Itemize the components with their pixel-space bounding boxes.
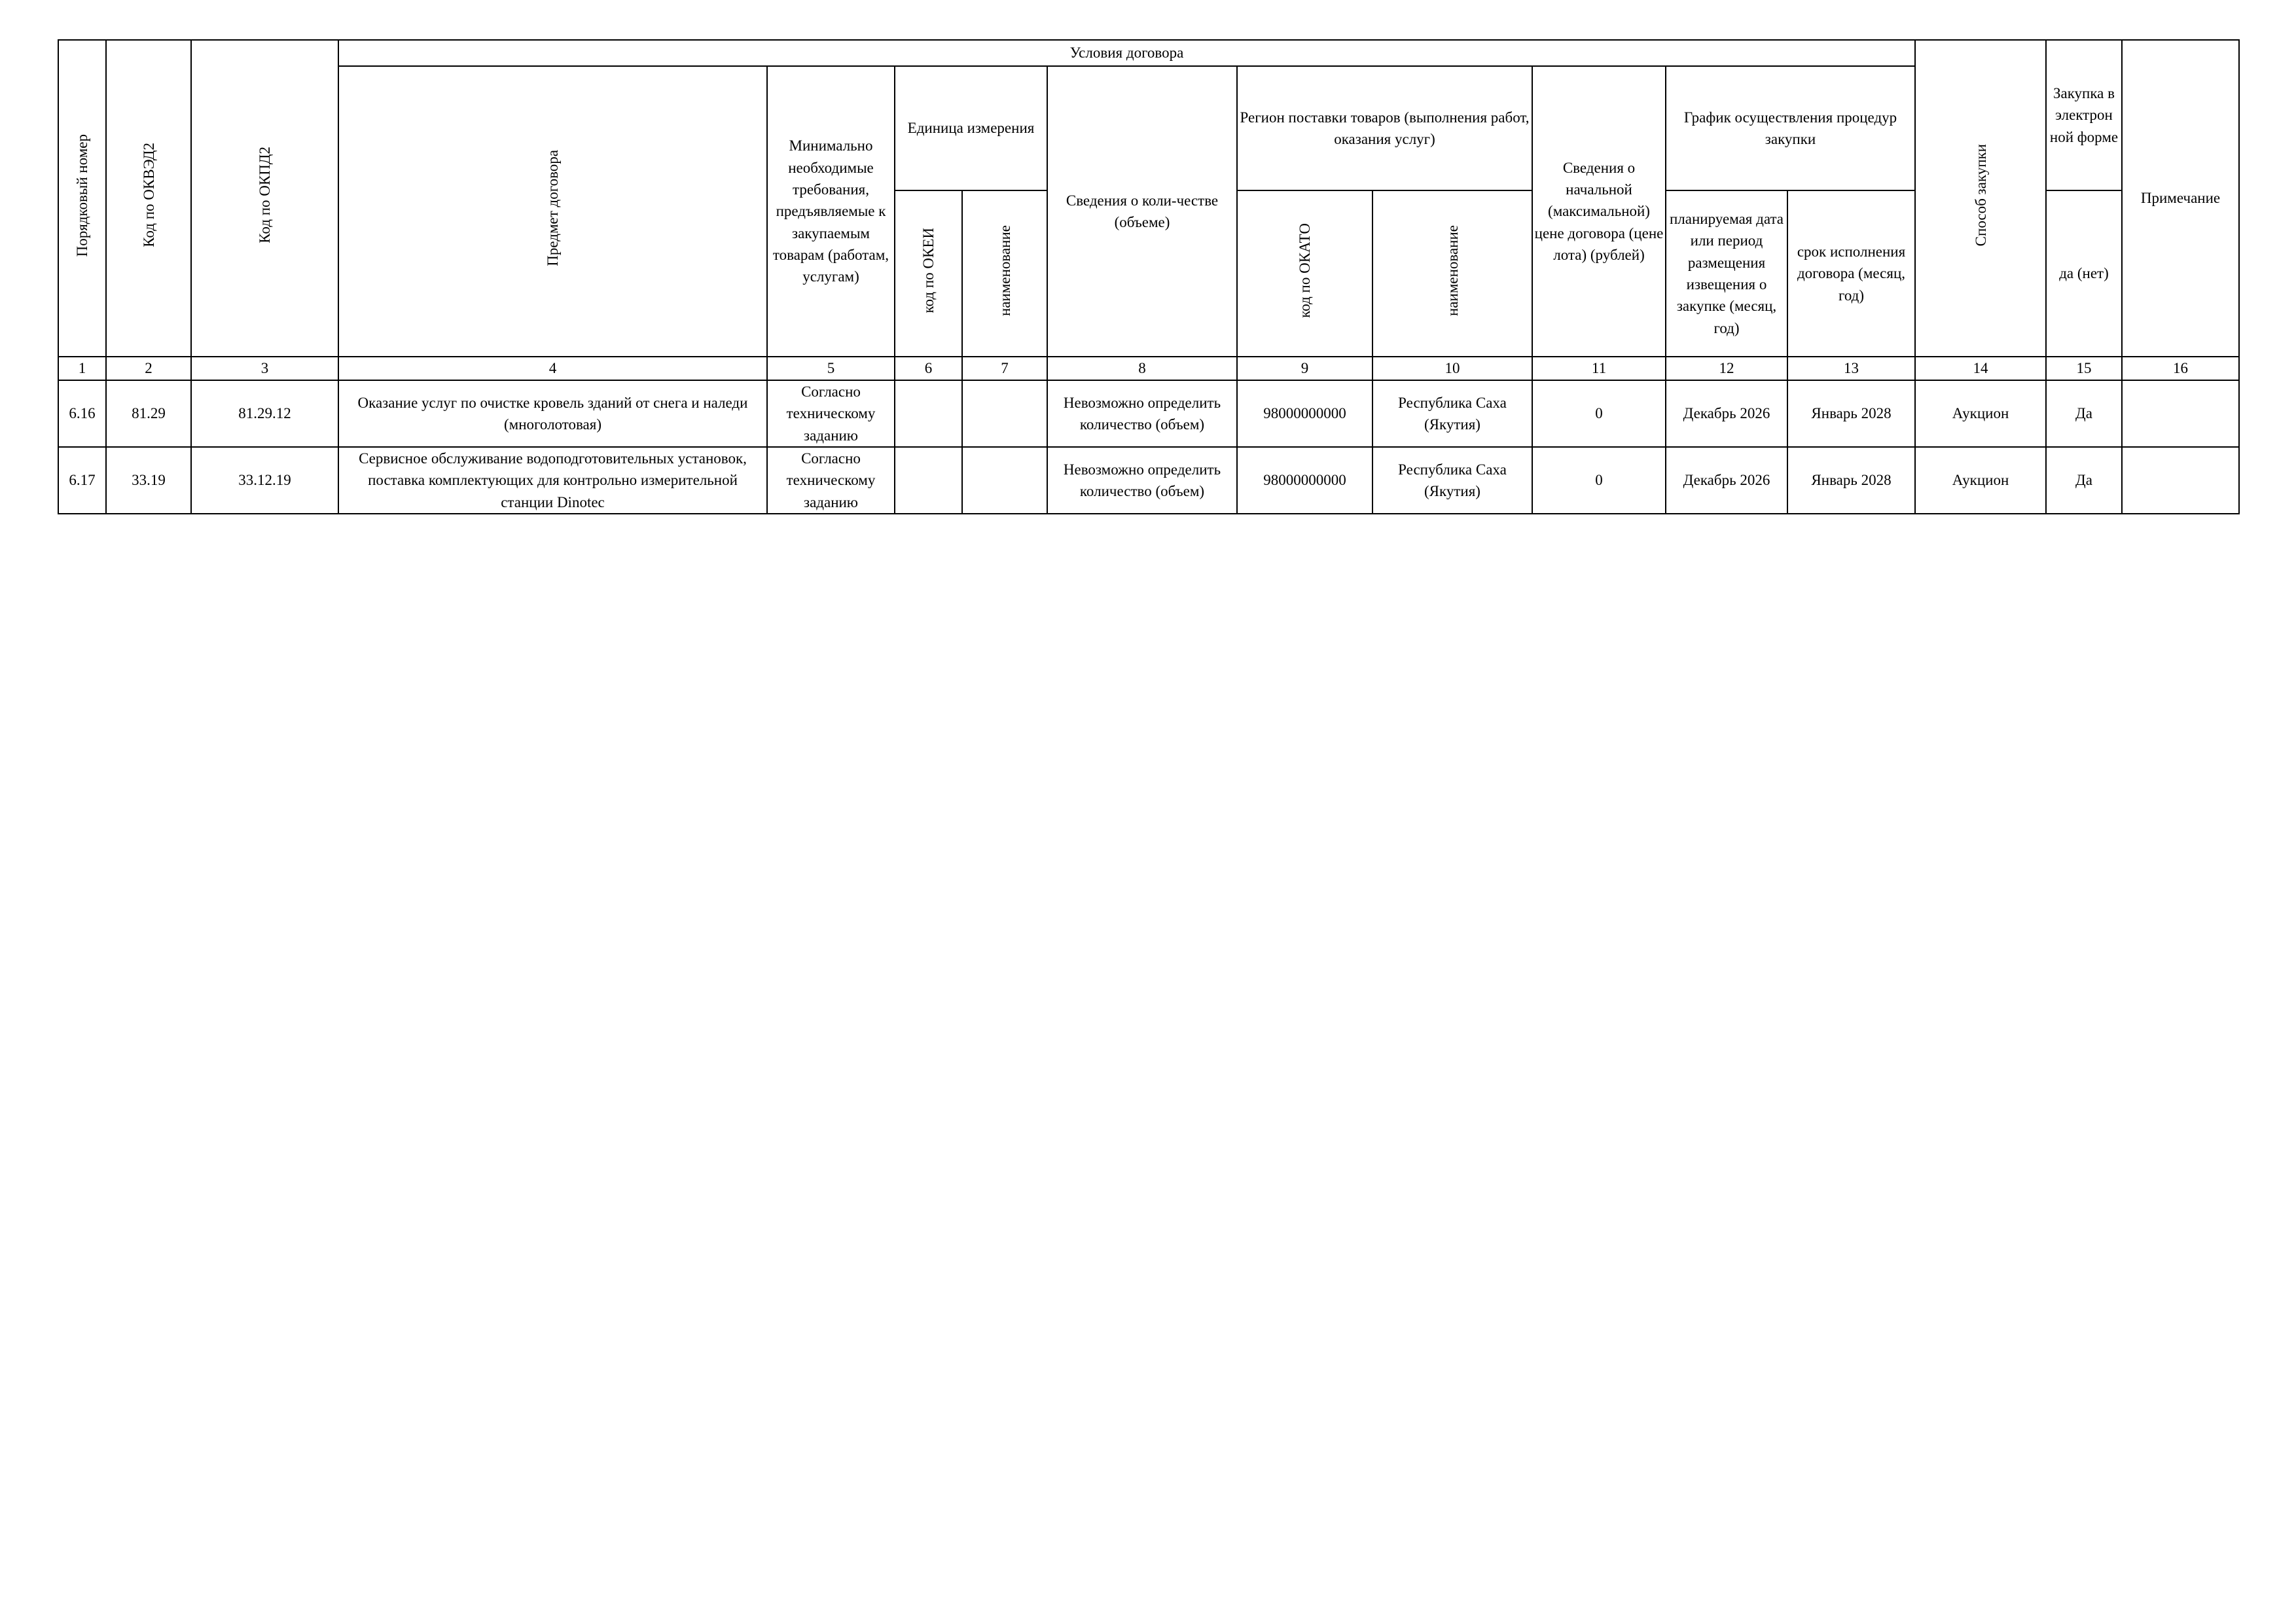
region-group-header: Регион поставки товаров (выполнения работ, оказания услуг) bbox=[1237, 66, 1532, 190]
serial-number-header: Порядковый номер bbox=[58, 40, 106, 357]
okato-code-header: код по ОКАТО bbox=[1237, 190, 1372, 357]
quantity-cell: Невозможно определить количество (объем) bbox=[1047, 380, 1237, 447]
okei-cell bbox=[895, 447, 962, 514]
planned-date-cell: Декабрь 2026 bbox=[1666, 380, 1787, 447]
execution-term-cell: Январь 2028 bbox=[1787, 447, 1915, 514]
requirements-cell: Согласно техническому заданию bbox=[767, 380, 895, 447]
note-cell bbox=[2122, 447, 2239, 514]
column-number: 3 bbox=[191, 357, 338, 380]
planned-date-cell: Декабрь 2026 bbox=[1666, 447, 1787, 514]
column-number: 16 bbox=[2122, 357, 2239, 380]
okei-code-header: код по ОКЕИ bbox=[895, 190, 962, 357]
column-number: 11 bbox=[1532, 357, 1666, 380]
method-cell: Аукцион bbox=[1915, 380, 2046, 447]
price-cell: 0 bbox=[1532, 447, 1666, 514]
procurement-method-header: Способ закупки bbox=[1915, 40, 2046, 357]
electronic-cell: Да bbox=[2046, 380, 2122, 447]
column-number: 12 bbox=[1666, 357, 1787, 380]
electronic-form-header: Закупка в электрон ной форме bbox=[2046, 40, 2122, 190]
column-number: 5 bbox=[767, 357, 895, 380]
quantity-header: Сведения о коли-честве (объеме) bbox=[1047, 66, 1237, 357]
column-number: 6 bbox=[895, 357, 962, 380]
schedule-group-header: График осуществления процедур закупки bbox=[1666, 66, 1915, 190]
okato-cell: 98000000000 bbox=[1237, 447, 1372, 514]
note-cell bbox=[2122, 380, 2239, 447]
region-cell: Республика Саха (Якутия) bbox=[1372, 447, 1532, 514]
electronic-cell: Да bbox=[2046, 447, 2122, 514]
subject-cell: Оказание услуг по очистке кровель зданий от снега и наледи (многолотовая) bbox=[338, 380, 767, 447]
header-row-top bbox=[58, 40, 2239, 66]
okato-cell: 98000000000 bbox=[1237, 380, 1372, 447]
okpd2-cell: 81.29.12 bbox=[191, 380, 338, 447]
header-row-middle bbox=[58, 66, 2239, 190]
method-cell: Аукцион bbox=[1915, 447, 2046, 514]
okved2-cell: 33.19 bbox=[106, 447, 191, 514]
unit-cell bbox=[962, 380, 1047, 447]
initial-price-header: Сведения о начальной (максимальной) цене договора (цене лота) (рублей) bbox=[1532, 66, 1666, 357]
okved2-code-header: Код по ОКВЭД2 bbox=[106, 40, 191, 357]
region-cell: Республика Саха (Якутия) bbox=[1372, 380, 1532, 447]
column-number: 8 bbox=[1047, 357, 1237, 380]
price-cell: 0 bbox=[1532, 380, 1666, 447]
requirements-header: Минимально необходимые требования, предъявляемые к закупаемым товарам (работам, услугам) bbox=[767, 66, 895, 357]
requirements-cell: Согласно техническому заданию bbox=[767, 447, 895, 514]
table-row bbox=[58, 380, 2239, 447]
contract-terms-header: Условия договора bbox=[338, 40, 1915, 66]
column-number: 13 bbox=[1787, 357, 1915, 380]
note-header: Примечание bbox=[2122, 40, 2239, 357]
okpd2-cell: 33.12.19 bbox=[191, 447, 338, 514]
row-number-cell: 6.16 bbox=[58, 380, 106, 447]
subject-header: Предмет договора bbox=[338, 66, 767, 357]
unit-name-header: наименование bbox=[962, 190, 1047, 357]
column-number: 1 bbox=[58, 357, 106, 380]
okei-cell bbox=[895, 380, 962, 447]
execution-term-cell: Январь 2028 bbox=[1787, 380, 1915, 447]
column-number-row bbox=[58, 357, 2239, 380]
planned-date-header: планируемая дата или период размещения извещения о закупке (месяц, год) bbox=[1666, 190, 1787, 357]
column-number: 2 bbox=[106, 357, 191, 380]
column-number: 9 bbox=[1237, 357, 1372, 380]
unit-group-header: Единица измерения bbox=[895, 66, 1047, 190]
region-name-header: наименование bbox=[1372, 190, 1532, 357]
quantity-cell: Невозможно определить количество (объем) bbox=[1047, 447, 1237, 514]
subject-cell: Сервисное обслуживание водоподготовительных установок, поставка комплектующих для контрольно измерительной станции Dinotec bbox=[338, 447, 767, 514]
column-number: 10 bbox=[1372, 357, 1532, 380]
okpd2-code-header: Код по ОКПД2 bbox=[191, 40, 338, 357]
row-number-cell: 6.17 bbox=[58, 447, 106, 514]
column-number: 7 bbox=[962, 357, 1047, 380]
procurement-plan-table bbox=[58, 39, 2240, 514]
column-number: 14 bbox=[1915, 357, 2046, 380]
column-number: 4 bbox=[338, 357, 767, 380]
execution-term-header: срок исполнения договора (месяц, год) bbox=[1787, 190, 1915, 357]
table-row bbox=[58, 447, 2239, 514]
okved2-cell: 81.29 bbox=[106, 380, 191, 447]
electronic-yesno-header: да (нет) bbox=[2046, 190, 2122, 357]
column-number: 15 bbox=[2046, 357, 2122, 380]
unit-cell bbox=[962, 447, 1047, 514]
